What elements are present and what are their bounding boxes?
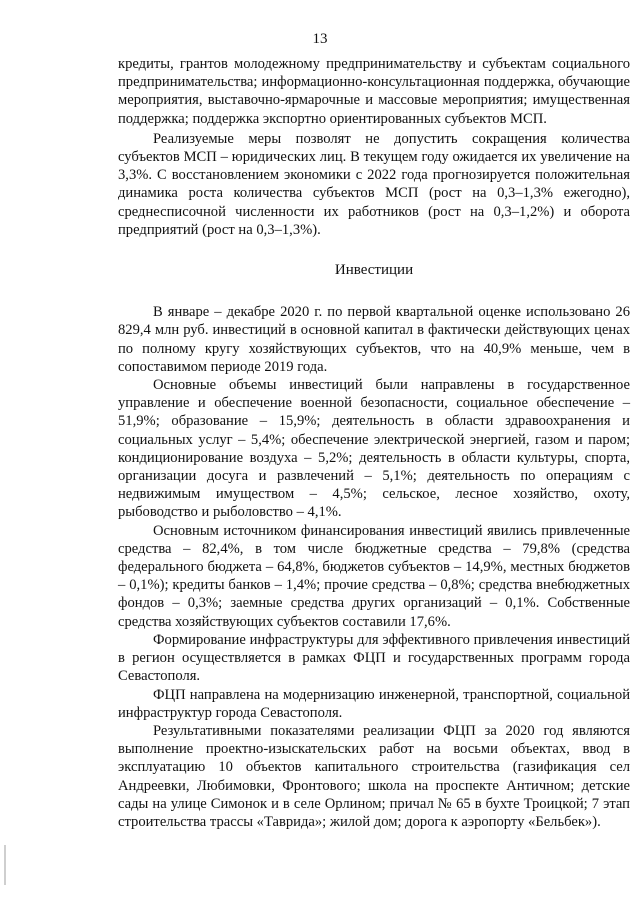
paragraph-investment-volume: В январе – декабре 2020 г. по первой квартальной оценке использовано 26 829,4 млн руб. инвестиций в основной капитал в фактически действующих ценах по полному кругу хозяйствующих субъектов, что на 40,9% меньше, чем в сопоставимом периоде 2019 года. [118, 304, 630, 375]
scan-edge-mark [4, 845, 6, 885]
paragraph-financing-sources: Основным источником финансирования инвестиций явились привлеченные средства – 82,4%, в том числе бюджетные средства – 79,8% (средства федерального бюджета – 64,8%, бюджетов субъектов – 14,9%, местных бюджетов – 0,1%); кредиты банков – 1,4%; прочие средства – 0,8%; средства внебюджетных фондов – 0,3%; заемные средства других организаций – 0,1%. Собственные средства хозяйствующих субъектов составили 17,6%. [118, 522, 630, 630]
paragraph-msp-support-continued: кредиты, грантов молодежному предпринимательству и субъектам социального предпринимательства; информационно-консультационная поддержка, обучающие мероприятия, выставочно-ярмарочные и массовые мероприятия; имущественная поддержка; поддержка экспортно ориентированных субъектов МСП. [118, 56, 630, 127]
document-body [118, 55, 630, 831]
paragraph-fcp-purpose: ФЦП направлена на модернизацию инженерной, транспортной, социальной инфраструктур города Севастополя. [118, 686, 630, 721]
section-heading-investments: Инвестиции [334, 262, 414, 279]
paragraph-investment-structure: Основные объемы инвестиций были направлены в государственное управление и обеспечение военной безопасности, социальное обеспечение – 51,9%; образование – 15,9%; деятельность в области здравоохранения и социальных услуг – 5,4%; обеспечение электрической энергией, газом и паром; кондиционирование воздуха – 5,2%; деятельность в области культуры, спорта, организации досуга и развлечений – 5,1%; деятельность по операциям с недвижимым имуществом – 4,5%; сельское, лесное хозяйство, охоту, рыбоводство и рыболовство – 4,1%. [118, 377, 630, 521]
paragraph-msp-forecast: Реализуемые меры позволят не допустить сокращения количества субъектов МСП – юридических лиц. В текущем году ожидается их увеличение на 3,3%. С восстановлением экономики с 2022 года прогнозируется положительная динамика роста количества субъектов МСП (рост на 0,3–1,3% ежегодно), среднесписочной численности их работников (рост на 0,3–1,2%) и оборота предприятий (рост на 0,3–1,3%). [118, 130, 630, 238]
paragraph-fcp-results: Результативными показателями реализации ФЦП за 2020 год являются выполнение проектно-изыскательских работ на восьми объектах, ввод в эксплуатацию 10 объектов капитального строительства (газификация сел Андреевки, Любимовки, Фронтового; школа на проспекте Античном; детские сады на улице Симонок и в селе Орлином; причал № 65 в бухте Троицкой; 7 этап строительства трассы «Таврида»; жилой дом; дорога к аэропорту «Бельбек»). [118, 722, 630, 830]
page-number: 13 [312, 31, 328, 47]
paragraph-infrastructure-formation: Формирование инфраструктуры для эффективного привлечения инвестиций в регион осуществляется в рамках ФЦП и государственных программ города Севастополя. [118, 631, 630, 685]
